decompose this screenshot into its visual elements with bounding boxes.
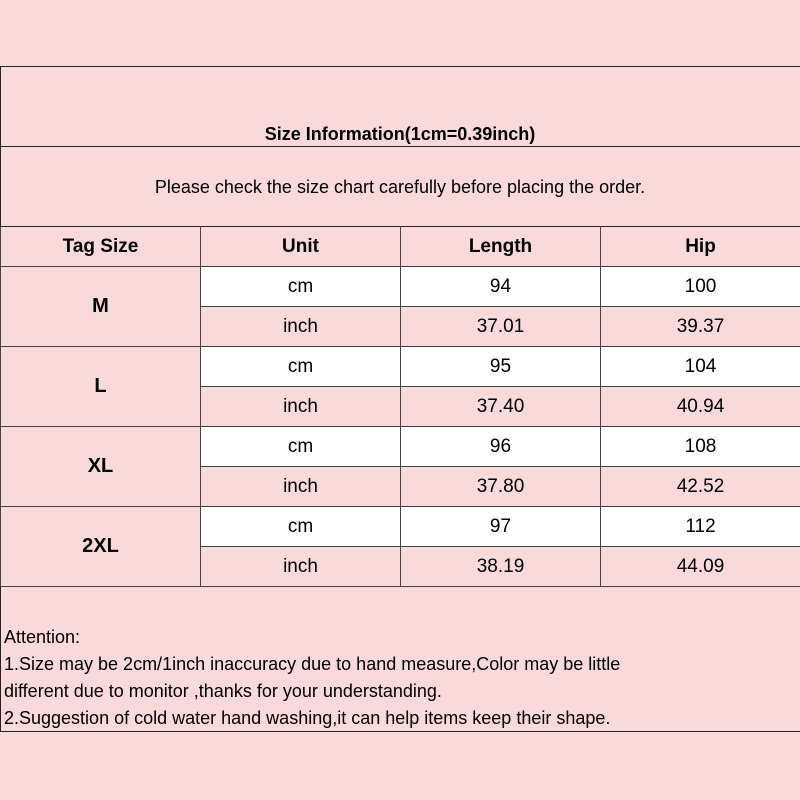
table-row xyxy=(1,267,800,307)
size-table xyxy=(0,226,800,587)
page-title: Size Information(1cm=0.39inch) xyxy=(264,124,536,144)
column-header-hip: Hip xyxy=(601,227,800,267)
attention-notes xyxy=(4,624,794,732)
column-header-unit: Unit xyxy=(201,227,401,267)
length-cell: 37.80 xyxy=(401,467,601,507)
hip-cell: 104 xyxy=(601,347,800,387)
tag-size-cell: 2XL xyxy=(1,507,201,587)
column-header-length: Length xyxy=(401,227,601,267)
hip-cell: 44.09 xyxy=(601,547,800,587)
tag-size-cell: XL xyxy=(1,427,201,507)
unit-cell: cm xyxy=(201,507,401,547)
table-row xyxy=(1,347,800,387)
table-header-row xyxy=(1,227,800,267)
hip-cell: 39.37 xyxy=(601,307,800,347)
note-line: 2.Suggestion of cold water hand washing,it can help items keep their shape. xyxy=(4,708,611,728)
length-cell: 95 xyxy=(401,347,601,387)
unit-cell: cm xyxy=(201,427,401,467)
length-cell: 94 xyxy=(401,267,601,307)
hip-cell: 108 xyxy=(601,427,800,467)
unit-cell: cm xyxy=(201,267,401,307)
length-cell: 37.40 xyxy=(401,387,601,427)
length-cell: 37.01 xyxy=(401,307,601,347)
note-line: 1.Size may be 2cm/1inch inaccuracy due to hand measure,Color may be little xyxy=(4,654,621,674)
column-header-tag-size: Tag Size xyxy=(1,227,201,267)
notes-heading: Attention: xyxy=(4,627,81,647)
note-line: different due to monitor ,thanks for your understanding. xyxy=(4,681,442,701)
table-row xyxy=(1,427,800,467)
unit-cell: cm xyxy=(201,347,401,387)
length-cell: 38.19 xyxy=(401,547,601,587)
unit-cell: inch xyxy=(201,387,401,427)
page-subtitle: Please check the size chart carefully before placing the order. xyxy=(154,177,646,197)
hip-cell: 40.94 xyxy=(601,387,800,427)
hip-cell: 42.52 xyxy=(601,467,800,507)
tag-size-cell: L xyxy=(1,347,201,427)
hip-cell: 100 xyxy=(601,267,800,307)
table-row xyxy=(1,507,800,547)
unit-cell: inch xyxy=(201,307,401,347)
hip-cell: 112 xyxy=(601,507,800,547)
unit-cell: inch xyxy=(201,547,401,587)
length-cell: 97 xyxy=(401,507,601,547)
tag-size-cell: M xyxy=(1,267,201,347)
unit-cell: inch xyxy=(201,467,401,507)
length-cell: 96 xyxy=(401,427,601,467)
